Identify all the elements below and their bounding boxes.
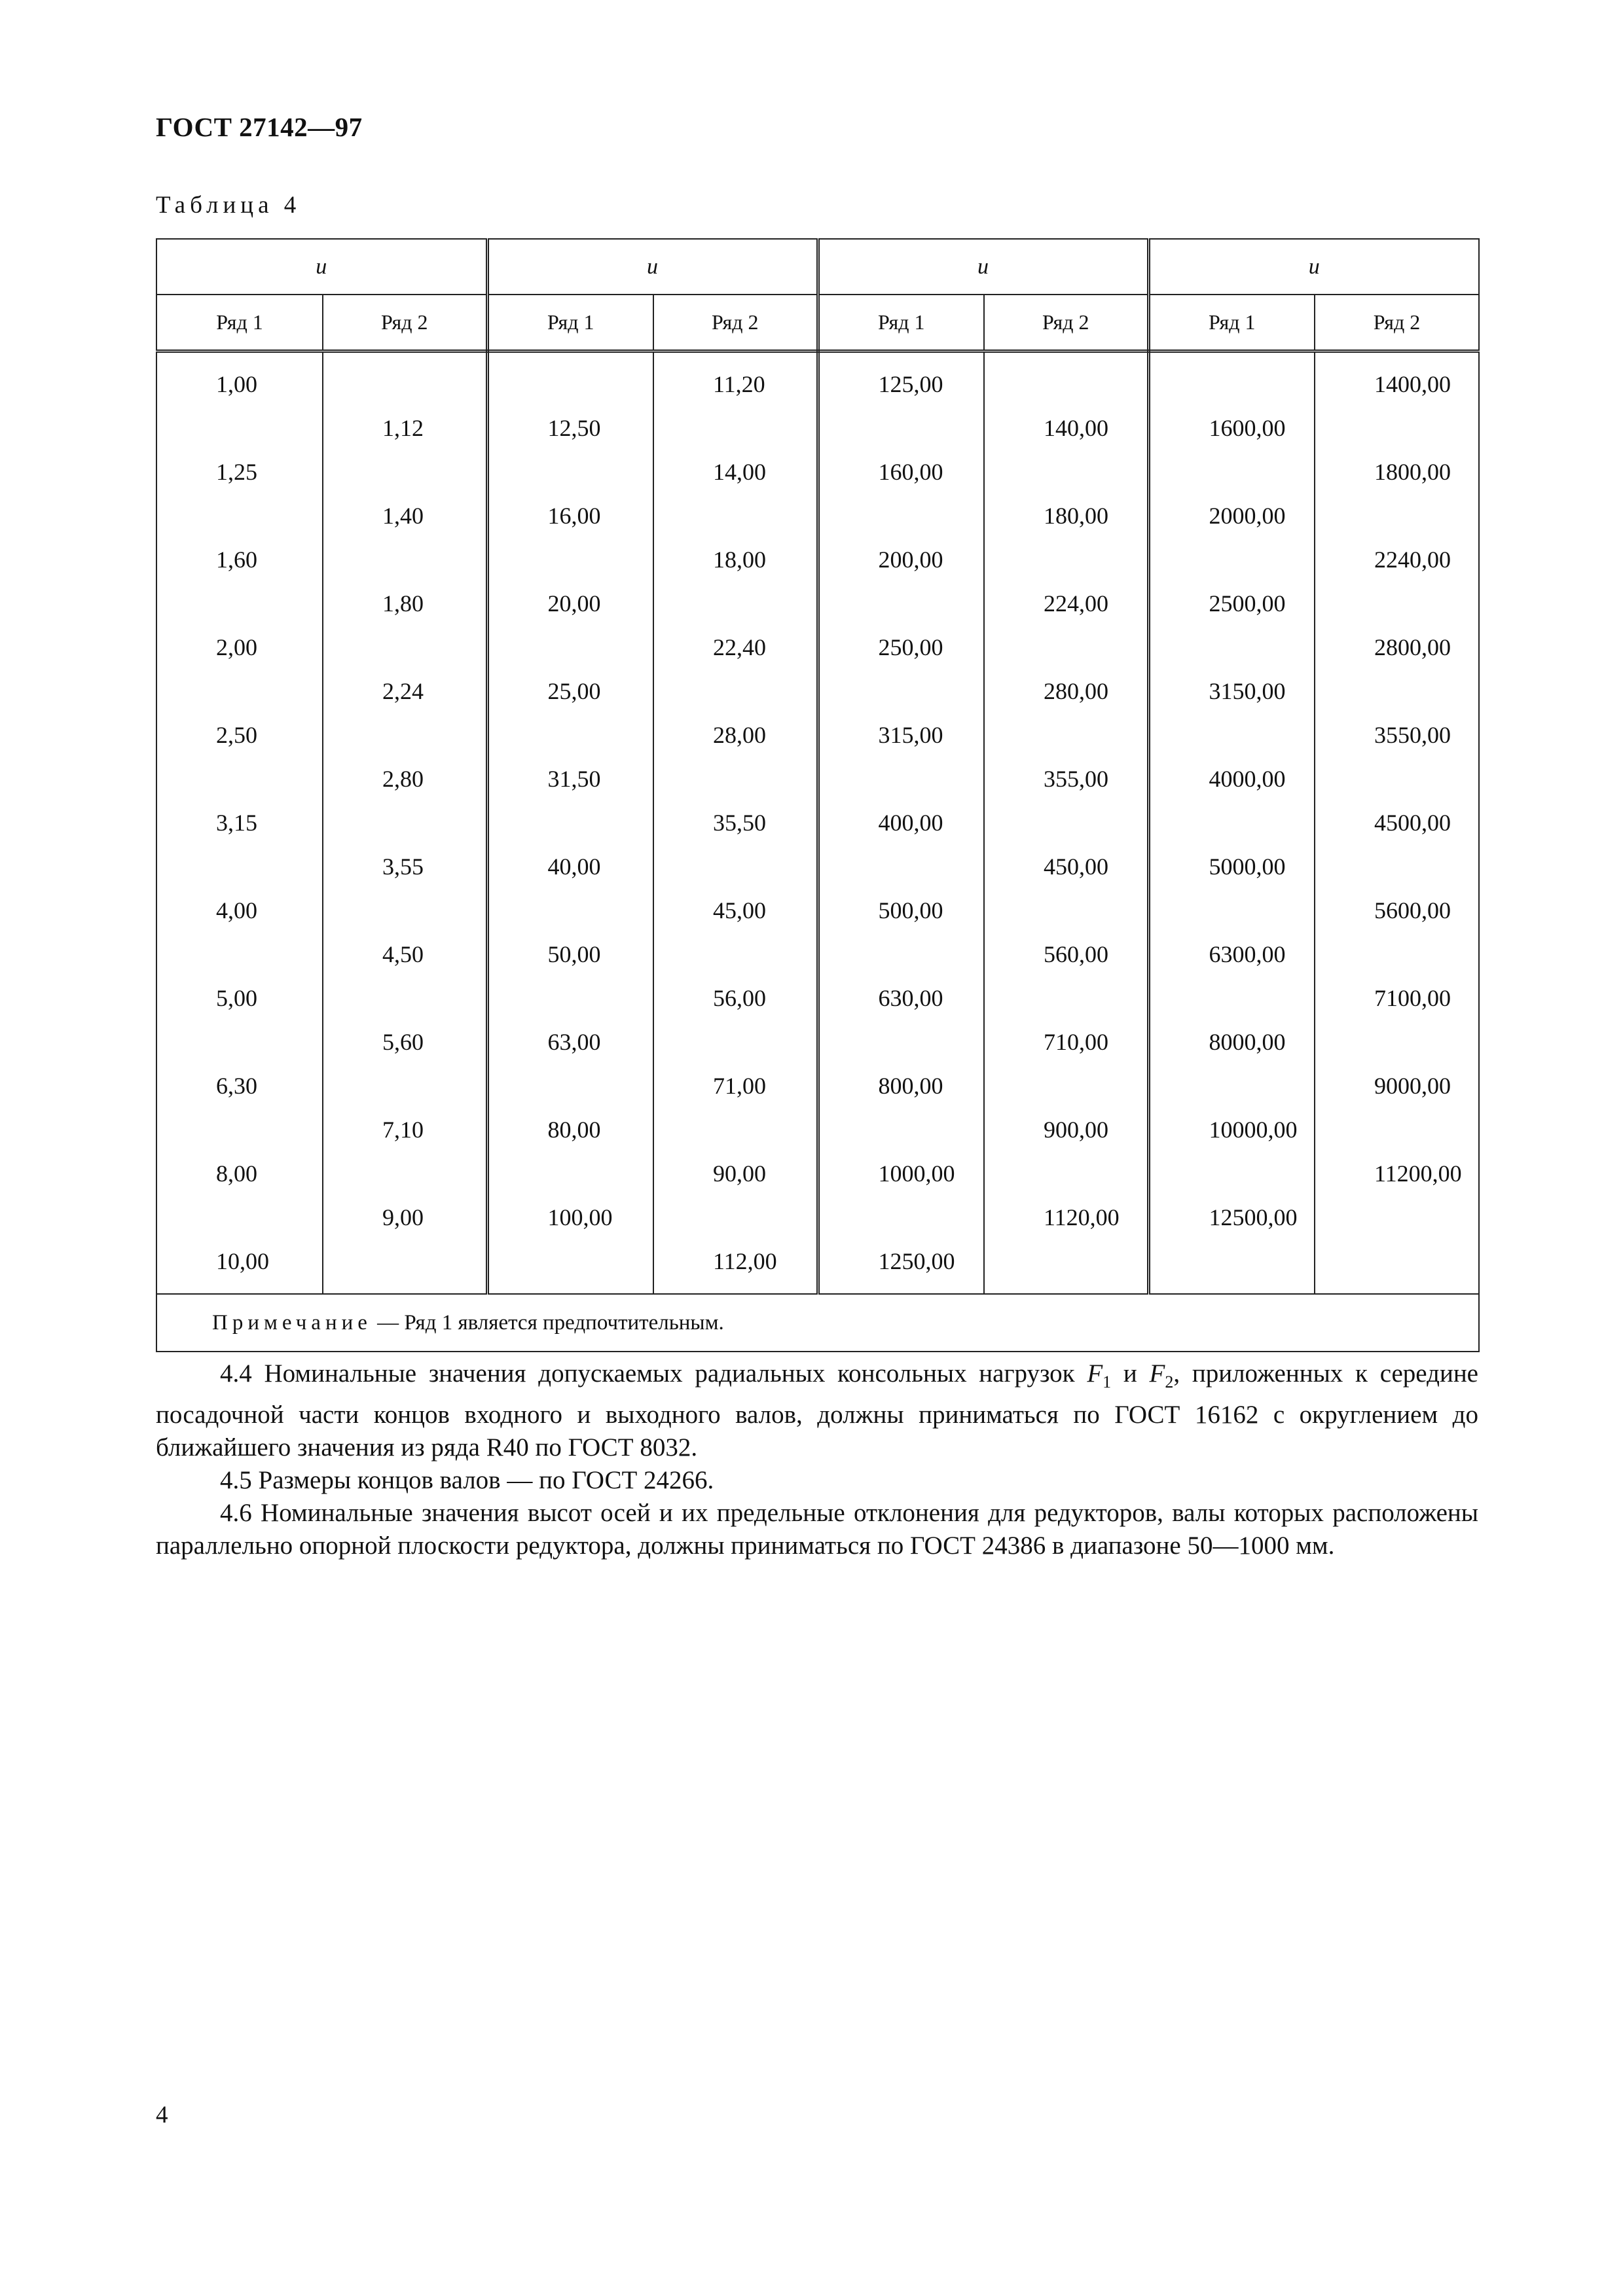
table-cell: 5,60 [323, 1020, 487, 1064]
table-row [156, 537, 1479, 581]
table-cell [156, 669, 323, 713]
table-cell [818, 493, 984, 537]
table-cell [487, 351, 653, 406]
table-cell [1148, 800, 1315, 844]
table-4 [156, 238, 1478, 1352]
table-cell [156, 493, 323, 537]
table-cell: 2500,00 [1148, 581, 1315, 625]
table-cell [1315, 406, 1479, 450]
p44-f1: F [1087, 1359, 1103, 1388]
table-cell: 500,00 [818, 888, 984, 932]
table-cell: 12,50 [487, 406, 653, 450]
table-row [156, 1151, 1479, 1195]
table-cell: 9000,00 [1315, 1064, 1479, 1107]
table-cell [818, 1107, 984, 1151]
table-cell: 1,80 [323, 581, 487, 625]
table-cell [818, 757, 984, 800]
table-cell [1148, 537, 1315, 581]
table-cell [487, 1239, 653, 1294]
table-cell: 3150,00 [1148, 669, 1315, 713]
table-cell [984, 713, 1148, 757]
table-cell [1148, 1151, 1315, 1195]
table-cell [1315, 581, 1479, 625]
table-cell [984, 1151, 1148, 1195]
table-cell: 2,00 [156, 625, 323, 669]
var-header-3: u [818, 239, 1148, 295]
table-cell [323, 976, 487, 1020]
table-cell: 31,50 [487, 757, 653, 800]
table-cell [1148, 450, 1315, 493]
table-cell: 35,50 [653, 800, 818, 844]
col-header: Ряд 1 [1148, 295, 1315, 351]
note-text: — Ряд 1 является предпочтительным. [371, 1310, 724, 1335]
table-row [156, 1020, 1479, 1064]
table-cell: 160,00 [818, 450, 984, 493]
table-cell [1315, 932, 1479, 976]
table-cell: 450,00 [984, 844, 1148, 888]
p44-sub1: 1 [1103, 1372, 1112, 1391]
table-cell [156, 406, 323, 450]
table-row [156, 713, 1479, 757]
table-cell [487, 888, 653, 932]
table-note [156, 1294, 1479, 1352]
table-row [156, 844, 1479, 888]
p44-text-a: 4.4 Номинальные значения допускаемых радиальных консольных нагрузок [220, 1359, 1087, 1388]
table-cell: 16,00 [487, 493, 653, 537]
table-cell: 25,00 [487, 669, 653, 713]
table-cell: 140,00 [984, 406, 1148, 450]
table-cell [323, 351, 487, 406]
table-cell: 2000,00 [1148, 493, 1315, 537]
table-cell [1315, 669, 1479, 713]
table-cell: 1,00 [156, 351, 323, 406]
table-cell [487, 625, 653, 669]
table-cell: 7100,00 [1315, 976, 1479, 1020]
table-cell [1315, 1020, 1479, 1064]
table-cell: 1,40 [323, 493, 487, 537]
col-header: Ряд 2 [1315, 295, 1479, 351]
table-row [156, 888, 1479, 932]
table-cell [818, 581, 984, 625]
table-cell: 100,00 [487, 1195, 653, 1239]
table-cell [1315, 1195, 1479, 1239]
col-header: Ряд 2 [653, 295, 818, 351]
table-cell: 1,25 [156, 450, 323, 493]
table-cell: 200,00 [818, 537, 984, 581]
table-cell [156, 757, 323, 800]
table-cell [984, 625, 1148, 669]
table-cell [323, 625, 487, 669]
table-cell [1315, 493, 1479, 537]
table-cell [487, 713, 653, 757]
table-cell [323, 1064, 487, 1107]
table-cell: 1600,00 [1148, 406, 1315, 450]
var-header-4: u [1148, 239, 1479, 295]
table-cell [1148, 1064, 1315, 1107]
table-cell [156, 1107, 323, 1151]
table-cell: 2240,00 [1315, 537, 1479, 581]
table-cell: 1120,00 [984, 1195, 1148, 1239]
table-cell [323, 713, 487, 757]
table-cell: 22,40 [653, 625, 818, 669]
table-cell [156, 1020, 323, 1064]
table-cell: 710,00 [984, 1020, 1148, 1064]
table-cell [323, 1239, 487, 1294]
table-cell: 2,50 [156, 713, 323, 757]
table-cell [1315, 844, 1479, 888]
paragraph-4-5: 4.5 Размеры концов валов — по ГОСТ 24266. [220, 1465, 714, 1494]
table-cell [1315, 1239, 1479, 1294]
table-cell: 11200,00 [1315, 1151, 1479, 1195]
table-cell: 6,30 [156, 1064, 323, 1107]
table-row [156, 1195, 1479, 1239]
table-cell: 1000,00 [818, 1151, 984, 1195]
table-cell: 180,00 [984, 493, 1148, 537]
table-cell: 1,60 [156, 537, 323, 581]
table-cell: 80,00 [487, 1107, 653, 1151]
table-cell [653, 1020, 818, 1064]
p44-text-b: , приложенных к середине посадочной части концов входного и выходного валов, должны приниматься по ГОСТ 16162 с округлением до ближайшего значения из ряда R40 по ГОСТ 8032. [156, 1359, 1478, 1462]
table-cell [487, 450, 653, 493]
table-cell [653, 669, 818, 713]
table-row [156, 1239, 1479, 1294]
table-cell [653, 406, 818, 450]
table-cell: 400,00 [818, 800, 984, 844]
table-cell [1315, 1107, 1479, 1151]
table-cell [156, 932, 323, 976]
table-cell [818, 932, 984, 976]
table-cell: 1800,00 [1315, 450, 1479, 493]
table-cell: 40,00 [487, 844, 653, 888]
table-cell: 9,00 [323, 1195, 487, 1239]
table-cell: 4,00 [156, 888, 323, 932]
table-cell: 2,80 [323, 757, 487, 800]
var-header-row [156, 239, 1479, 295]
table-cell [156, 844, 323, 888]
table-cell: 4000,00 [1148, 757, 1315, 800]
paragraph-4-6: 4.6 Номинальные значения высот осей и их предельные отклонения для редукторов, валы которых расположены параллельно опорной плоскости редуктора, должны приниматься по ГОСТ 24386 в диапазоне 50—1000 мм. [156, 1498, 1478, 1560]
table-cell [487, 1064, 653, 1107]
var-header-1: u [156, 239, 487, 295]
table-cell: 630,00 [818, 976, 984, 1020]
table-cell: 56,00 [653, 976, 818, 1020]
col-header: Ряд 1 [818, 295, 984, 351]
table-cell [1148, 713, 1315, 757]
table-cell: 224,00 [984, 581, 1148, 625]
table-cell: 3,15 [156, 800, 323, 844]
table-cell: 2,24 [323, 669, 487, 713]
table-cell [487, 800, 653, 844]
table-cell: 8000,00 [1148, 1020, 1315, 1064]
table-row [156, 493, 1479, 537]
table-row [156, 450, 1479, 493]
table-row [156, 669, 1479, 713]
table-cell: 4500,00 [1315, 800, 1479, 844]
table-row [156, 757, 1479, 800]
table-row [156, 406, 1479, 450]
table-cell [984, 351, 1148, 406]
table-cell: 112,00 [653, 1239, 818, 1294]
table-cell: 315,00 [818, 713, 984, 757]
table-cell [1148, 351, 1315, 406]
table-cell: 280,00 [984, 669, 1148, 713]
table-cell [487, 537, 653, 581]
table-body [156, 351, 1479, 1295]
table-cell [1315, 757, 1479, 800]
col-header: Ряд 1 [156, 295, 323, 351]
table-row [156, 625, 1479, 669]
table-cell [653, 932, 818, 976]
col-header: Ряд 1 [487, 295, 653, 351]
table-cell: 5600,00 [1315, 888, 1479, 932]
note-row [156, 1294, 1479, 1352]
table-cell: 560,00 [984, 932, 1148, 976]
table-cell: 3,55 [323, 844, 487, 888]
table-cell: 250,00 [818, 625, 984, 669]
p44-and: и [1111, 1359, 1150, 1388]
table-cell [487, 976, 653, 1020]
data-table [156, 238, 1480, 1352]
table-cell: 50,00 [487, 932, 653, 976]
table-cell [818, 844, 984, 888]
table-cell: 8,00 [156, 1151, 323, 1195]
table-cell [818, 406, 984, 450]
table-cell [653, 581, 818, 625]
table-cell: 12500,00 [1148, 1195, 1315, 1239]
table-cell: 2800,00 [1315, 625, 1479, 669]
series-header-row [156, 295, 1479, 351]
table-cell [653, 1195, 818, 1239]
col-header: Ряд 2 [984, 295, 1148, 351]
table-cell [1148, 888, 1315, 932]
table-cell: 4,50 [323, 932, 487, 976]
table-cell [984, 976, 1148, 1020]
table-cell [1148, 1239, 1315, 1294]
table-cell [323, 537, 487, 581]
table-cell [653, 757, 818, 800]
table-cell: 125,00 [818, 351, 984, 406]
table-cell [818, 669, 984, 713]
note-label: Примечание [212, 1310, 372, 1335]
table-cell [653, 493, 818, 537]
table-cell: 1,12 [323, 406, 487, 450]
table-cell [323, 450, 487, 493]
table-cell: 63,00 [487, 1020, 653, 1064]
table-cell: 7,10 [323, 1107, 487, 1151]
table-caption: Таблица 4 [156, 192, 301, 219]
table-cell: 20,00 [487, 581, 653, 625]
table-cell: 5000,00 [1148, 844, 1315, 888]
table-row [156, 351, 1479, 406]
col-header: Ряд 2 [323, 295, 487, 351]
table-cell: 90,00 [653, 1151, 818, 1195]
table-cell: 14,00 [653, 450, 818, 493]
var-header-2: u [487, 239, 818, 295]
table-cell [1148, 625, 1315, 669]
p44-sub2: 2 [1165, 1372, 1174, 1391]
table-cell [984, 450, 1148, 493]
table-cell: 45,00 [653, 888, 818, 932]
table-cell [984, 1239, 1148, 1294]
table-cell [487, 1151, 653, 1195]
table-cell: 18,00 [653, 537, 818, 581]
table-cell: 71,00 [653, 1064, 818, 1107]
table-cell: 10,00 [156, 1239, 323, 1294]
table-row [156, 1064, 1479, 1107]
table-cell [323, 1151, 487, 1195]
table-cell [984, 888, 1148, 932]
table-cell [1148, 976, 1315, 1020]
table-cell [818, 1195, 984, 1239]
table-cell [156, 1195, 323, 1239]
table-row [156, 932, 1479, 976]
table-cell [653, 1107, 818, 1151]
table-cell: 800,00 [818, 1064, 984, 1107]
body-text [156, 1357, 1478, 1562]
table-cell: 6300,00 [1148, 932, 1315, 976]
table-cell [653, 844, 818, 888]
table-cell: 28,00 [653, 713, 818, 757]
table-cell [818, 1020, 984, 1064]
table-cell: 11,20 [653, 351, 818, 406]
table-row [156, 800, 1479, 844]
table-cell [323, 888, 487, 932]
table-cell: 3550,00 [1315, 713, 1479, 757]
table-cell: 1400,00 [1315, 351, 1479, 406]
table-cell: 900,00 [984, 1107, 1148, 1151]
table-cell: 10000,00 [1148, 1107, 1315, 1151]
table-row [156, 976, 1479, 1020]
table-cell [984, 1064, 1148, 1107]
paragraph-4-4 [156, 1357, 1478, 1464]
table-cell [156, 581, 323, 625]
table-row [156, 1107, 1479, 1151]
table-cell: 1250,00 [818, 1239, 984, 1294]
table-cell [984, 800, 1148, 844]
table-row [156, 581, 1479, 625]
p44-f2: F [1149, 1359, 1165, 1388]
table-cell: 5,00 [156, 976, 323, 1020]
table-cell: 355,00 [984, 757, 1148, 800]
page-number: 4 [156, 2102, 168, 2128]
document-id: ГОСТ 27142—97 [156, 112, 363, 142]
table-cell [323, 800, 487, 844]
table-cell [984, 537, 1148, 581]
